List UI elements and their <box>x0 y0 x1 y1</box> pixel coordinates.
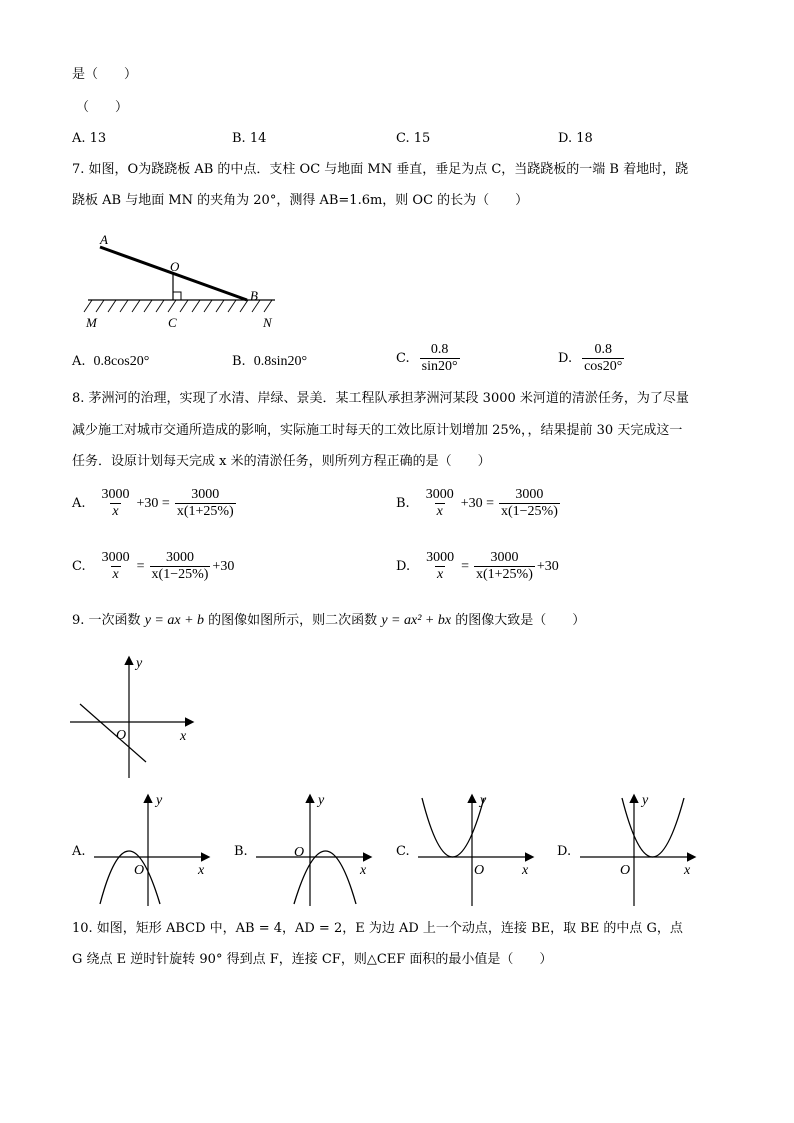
q7-option-a-letter: A. <box>72 354 86 369</box>
q9-a-y-label: y <box>156 793 163 808</box>
q9-option-b-letter[interactable]: B. <box>234 844 248 859</box>
q8-option-b-letter: B. <box>396 496 410 511</box>
q8-option-c[interactable] <box>72 550 234 583</box>
label-o: O <box>170 259 180 274</box>
q9-a-origin: O <box>134 863 145 878</box>
q8-text-line-2: 减少施工对城市交通所造成的影响，实际施工时每天的工效比原计划增加 25%，，结果提前 30 天完成这一 <box>72 423 683 438</box>
q7-option-d-num: 0.8 <box>594 342 612 357</box>
q8-text-line-3: 任务．设原计划每天完成 x 米的清淤任务，则所列方程正确的是（ ） <box>72 454 491 469</box>
q7-option-d[interactable] <box>558 342 626 375</box>
origin-label: O <box>116 728 127 743</box>
q8-a-num1: 3000 <box>101 487 130 502</box>
q8-c-num1: 3000 <box>101 550 130 565</box>
q9-b-y-label: y <box>318 793 325 808</box>
q8-text-line-1: 8. 茅洲河的治理，实现了水清、岸绿、景美．某工程队承担茅洲河某段 3000 米河道的清淤任务，为了尽量 <box>72 391 689 406</box>
q9-post: 的图像大致是（ ） <box>455 613 586 628</box>
q6-option-a[interactable]: A. 13 <box>72 131 107 146</box>
q9-pre: 9. 一次函数 <box>72 613 141 628</box>
q8-d-den2: x(1+25%) <box>476 567 533 582</box>
q7-option-b-text: 0.8sin20° <box>253 354 308 369</box>
parabola-d <box>622 798 684 857</box>
q9-option-d-graph[interactable] <box>576 790 701 910</box>
right-angle-mark <box>173 292 181 300</box>
q7-option-a-text: 0.8cos20° <box>93 354 150 369</box>
q8-b-num1: 3000 <box>425 487 454 502</box>
q9-d-x-label: x <box>684 863 691 878</box>
q8-b-den1: x <box>436 504 443 519</box>
q7-option-d-fraction <box>582 342 624 375</box>
q7-option-d-letter: D. <box>558 350 573 366</box>
parabola-a <box>100 851 160 904</box>
q9-option-a-letter[interactable]: A. <box>72 844 86 859</box>
label-m: M <box>86 315 97 330</box>
q8-a-den1: x <box>112 504 119 519</box>
q8-option-a-letter: A. <box>72 496 86 511</box>
q9-a-x-label: x <box>198 863 205 878</box>
q7-option-c-letter: C. <box>396 350 410 366</box>
q8-option-a[interactable] <box>72 487 238 520</box>
intro-line-1: 是（ ） <box>72 67 138 82</box>
q8-d-num2: 3000 <box>490 550 519 565</box>
label-c: C <box>168 315 177 330</box>
q8-c-tail: +30 <box>212 558 235 574</box>
q9-option-c-graph[interactable] <box>414 790 539 910</box>
q9-b-origin: O <box>294 845 305 860</box>
q8-b-mid: +30 = <box>460 495 494 511</box>
q9-formula-quadratic: y = ax² + bx <box>381 613 452 628</box>
q6-option-d[interactable]: D. 18 <box>558 131 593 146</box>
q9-formula-linear: y = ax + b <box>144 613 205 628</box>
q9-text <box>72 612 585 630</box>
parabola-c <box>422 798 484 857</box>
q8-option-d-frac2 <box>474 550 535 583</box>
q9-c-y-label: y <box>480 793 487 808</box>
q9-b-x-label: x <box>360 863 367 878</box>
q8-option-c-letter: C. <box>72 559 86 574</box>
q6-option-c[interactable]: C. 15 <box>396 131 431 146</box>
q10-text-line-2: G 绕点 E 逆时针旋转 90° 得到点 F，连接 CF，则△CEF 面积的最小值是（ ） <box>72 952 553 967</box>
q8-a-num2: 3000 <box>191 487 220 502</box>
q6-option-b[interactable]: B. 14 <box>232 131 267 146</box>
q7-option-c-num: 0.8 <box>430 342 449 357</box>
y-axis-label: y <box>136 656 143 671</box>
q9-c-origin: O <box>474 863 485 878</box>
q8-option-a-frac1 <box>100 487 132 520</box>
q9-d-y-label: y <box>642 793 649 808</box>
linear-function-line <box>80 704 146 762</box>
q8-option-c-frac2 <box>150 550 211 583</box>
q8-option-b-frac2 <box>499 487 560 520</box>
q7-text-line-2: 跷板 AB 与地面 MN 的夹角为 20°，测得 AB=1.6m，则 OC 的长为（ ） <box>72 193 529 208</box>
q8-c-den1: x <box>112 567 119 582</box>
q7-option-d-den: cos20° <box>584 359 623 374</box>
intro-line-2: （ ） <box>76 100 129 115</box>
q8-option-b[interactable] <box>396 487 562 520</box>
q8-d-num1: 3000 <box>426 550 455 565</box>
label-n: N <box>263 315 272 330</box>
q8-option-d-letter: D. <box>396 559 411 574</box>
q8-option-a-frac2 <box>175 487 236 520</box>
q7-option-a[interactable] <box>72 353 149 371</box>
q9-option-c-letter[interactable]: C. <box>396 844 410 859</box>
q8-d-den1: x <box>436 567 444 582</box>
q8-b-num2: 3000 <box>515 487 544 502</box>
q7-option-b[interactable] <box>232 353 307 371</box>
q9-option-d-letter[interactable]: D. <box>557 844 572 859</box>
q7-text-line-1: 7. 如图，O为跷跷板 AB 的中点．支柱 OC 与地面 MN 垂直，垂足为点 C，当跷跷板的一端 B 着地时，跷 <box>72 162 689 177</box>
q7-option-c[interactable] <box>396 342 462 375</box>
q8-b-den2: x(1−25%) <box>500 504 558 519</box>
label-a: A <box>100 232 108 247</box>
q9-c-x-label: x <box>522 863 529 878</box>
q8-a-mid: +30 = <box>136 495 170 511</box>
x-axis-label: x <box>180 729 187 744</box>
q10-text-line-1: 10. 如图，矩形 ABCD 中，AB = 4，AD = 2，E 为边 AD 上一个动点，连接 BE，取 BE 的中点 G，点 <box>72 921 683 936</box>
q9-mid: 的图像如图所示，则二次函数 <box>208 613 378 628</box>
q8-option-b-frac1 <box>424 487 456 520</box>
q8-a-den2: x(1+25%) <box>176 504 234 519</box>
q7-seesaw-figure <box>80 226 290 336</box>
q9-option-a-graph[interactable] <box>90 790 215 910</box>
ground-hatching <box>84 300 272 312</box>
q7-option-c-den: sin20° <box>421 359 458 374</box>
q8-c-den2: x(1−25%) <box>151 567 209 582</box>
q8-d-tail: +30 <box>536 558 559 574</box>
q7-option-c-fraction <box>420 342 460 375</box>
q9-option-b-graph[interactable] <box>252 790 377 910</box>
q8-d-mid: = <box>461 558 469 574</box>
q7-option-b-letter: B. <box>232 354 246 369</box>
q8-c-mid: = <box>136 558 145 574</box>
q9-d-origin: O <box>620 863 631 878</box>
q8-option-d-frac1 <box>424 550 456 583</box>
q8-option-d[interactable] <box>396 550 559 583</box>
label-b: B <box>250 288 258 303</box>
q9-linear-graph <box>66 652 206 782</box>
q8-c-num2: 3000 <box>165 550 194 565</box>
q8-option-c-frac1 <box>100 550 132 583</box>
